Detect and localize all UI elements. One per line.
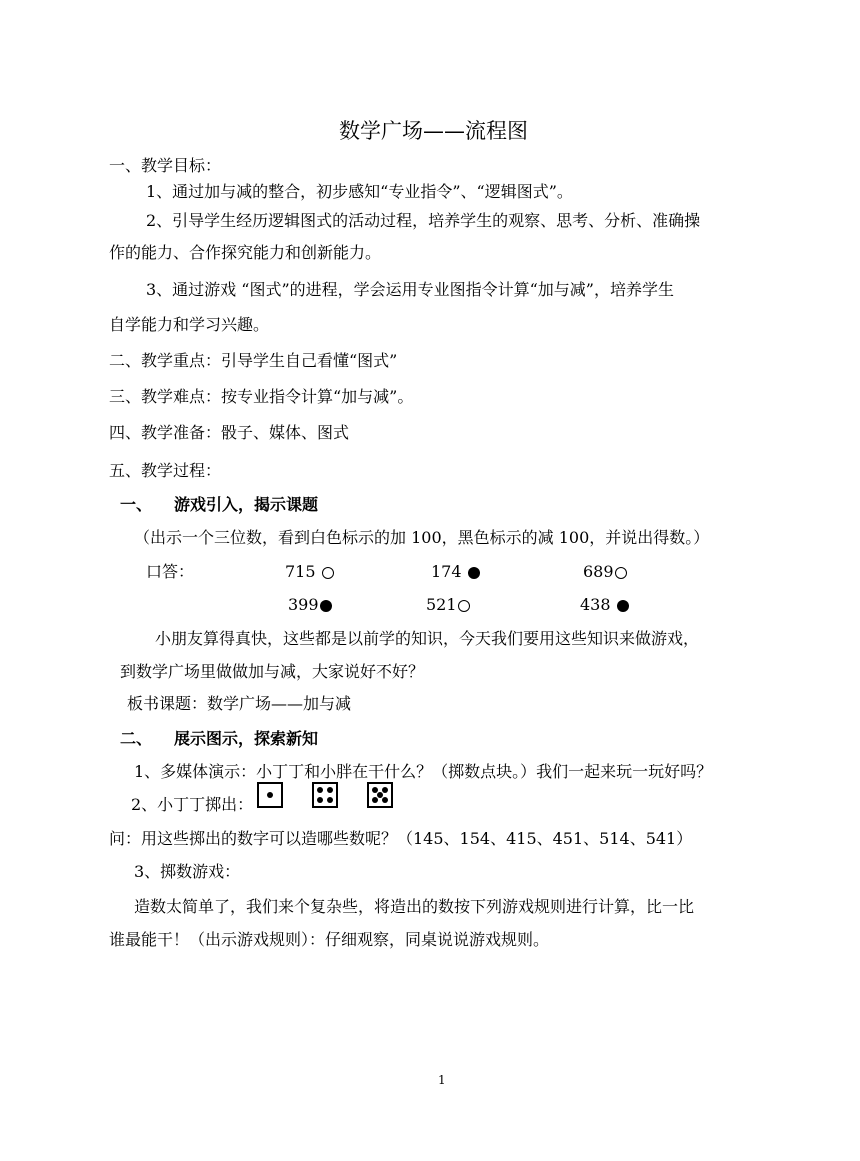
oral-item-6 [580, 594, 629, 616]
white-circle-icon [458, 600, 470, 612]
page-number: 1 [438, 1073, 446, 1087]
part2-heading: 展示图示，探索新知 [174, 729, 319, 748]
objective-item-2-line-1: 2、引导学生经历逻辑图式的活动过程，培养学生的观察、思考、分析、准确操 [146, 211, 701, 230]
oral-item-5 [426, 594, 470, 616]
die-face-4 [312, 782, 338, 808]
oral-item-number: 174 [431, 562, 462, 581]
die-pip [327, 787, 333, 793]
part2-number: 二、 [120, 729, 153, 748]
part2-item-3: 3、掷数游戏： [134, 862, 241, 881]
part2-paragraph-line-2: 谁最能干！（出示游戏规则）：仔细观察，同桌说说游戏规则。 [109, 930, 550, 949]
preparation: 四、教学准备：骰子、媒体、图式 [109, 423, 350, 442]
oral-item-number: 521 [426, 595, 457, 614]
page-title: 数学广场——流程图 [339, 119, 528, 143]
black-circle-icon [320, 600, 332, 612]
die-pip [317, 797, 323, 803]
part1-paragraph-line-2: 到数学广场里做做加与减，大家说好不好？ [120, 662, 425, 681]
die-pip [327, 797, 333, 803]
objective-item-3-line-2: 自学能力和学习兴趣。 [109, 315, 270, 334]
die-face-5 [367, 782, 393, 808]
part1-number: 一、 [120, 495, 153, 514]
objective-item-3-line-1: 3、通过游戏 “图式”的进程，学会运用专业图指令计算“加与减”，培养学生 [146, 280, 674, 299]
part2-item-2: 2、小丁丁掷出： [131, 795, 254, 814]
part1-intro: （出示一个三位数，看到白色标示的加 100，黑色标示的减 100，并说出得数。） [134, 528, 710, 547]
die-pip [267, 792, 273, 798]
objectives-heading: 一、教学目标： [109, 156, 222, 175]
die-face-1 [257, 782, 283, 808]
key-point: 二、教学重点：引导学生自己看懂“图式” [109, 351, 398, 370]
part1-paragraph-line-1: 小朋友算得真快，这些都是以前学的知识，今天我们要用这些知识来做游戏， [155, 629, 700, 648]
oral-item-2 [431, 561, 480, 583]
oral-item-number: 399 [288, 595, 319, 614]
black-circle-icon [617, 600, 629, 612]
oral-item-3 [583, 561, 627, 583]
part1-heading: 游戏引入，揭示课题 [174, 495, 319, 514]
part2-item-1: 1、多媒体演示：小丁丁和小胖在干什么？（掷数点块。）我们一起来玩一玩好吗？ [134, 762, 713, 781]
die-pip [372, 797, 378, 803]
white-circle-icon [615, 567, 627, 579]
die-pip [382, 797, 388, 803]
white-circle-icon [322, 567, 334, 579]
black-circle-icon [468, 567, 480, 579]
oral-item-number: 715 [285, 562, 316, 581]
oral-item-1 [285, 561, 334, 583]
difficult-point: 三、教学难点：按专业指令计算“加与减”。 [109, 387, 414, 406]
part2-paragraph-line-1: 造数太简单了，我们来个复杂些，将造出的数按下列游戏规则进行计算，比一比 [134, 897, 695, 916]
process-heading: 五、教学过程： [109, 461, 222, 480]
part2-question: 问：用这些掷出的数字可以造哪些数呢？（145、154、415、451、514、541） [109, 829, 693, 848]
objective-item-2-line-2: 作的能力、合作探究能力和创新能力。 [109, 243, 382, 262]
oral-item-4 [288, 594, 332, 616]
die-pip [382, 787, 388, 793]
oral-item-number: 438 [580, 595, 611, 614]
oral-answer-label: 口答： [146, 562, 195, 581]
objective-item-1: 1、通过加与减的整合，初步感知“专业指令”、“逻辑图式”。 [146, 182, 573, 201]
die-pip [317, 787, 323, 793]
oral-item-number: 689 [583, 562, 614, 581]
board-title: 板书课题：数学广场——加与减 [127, 694, 352, 713]
